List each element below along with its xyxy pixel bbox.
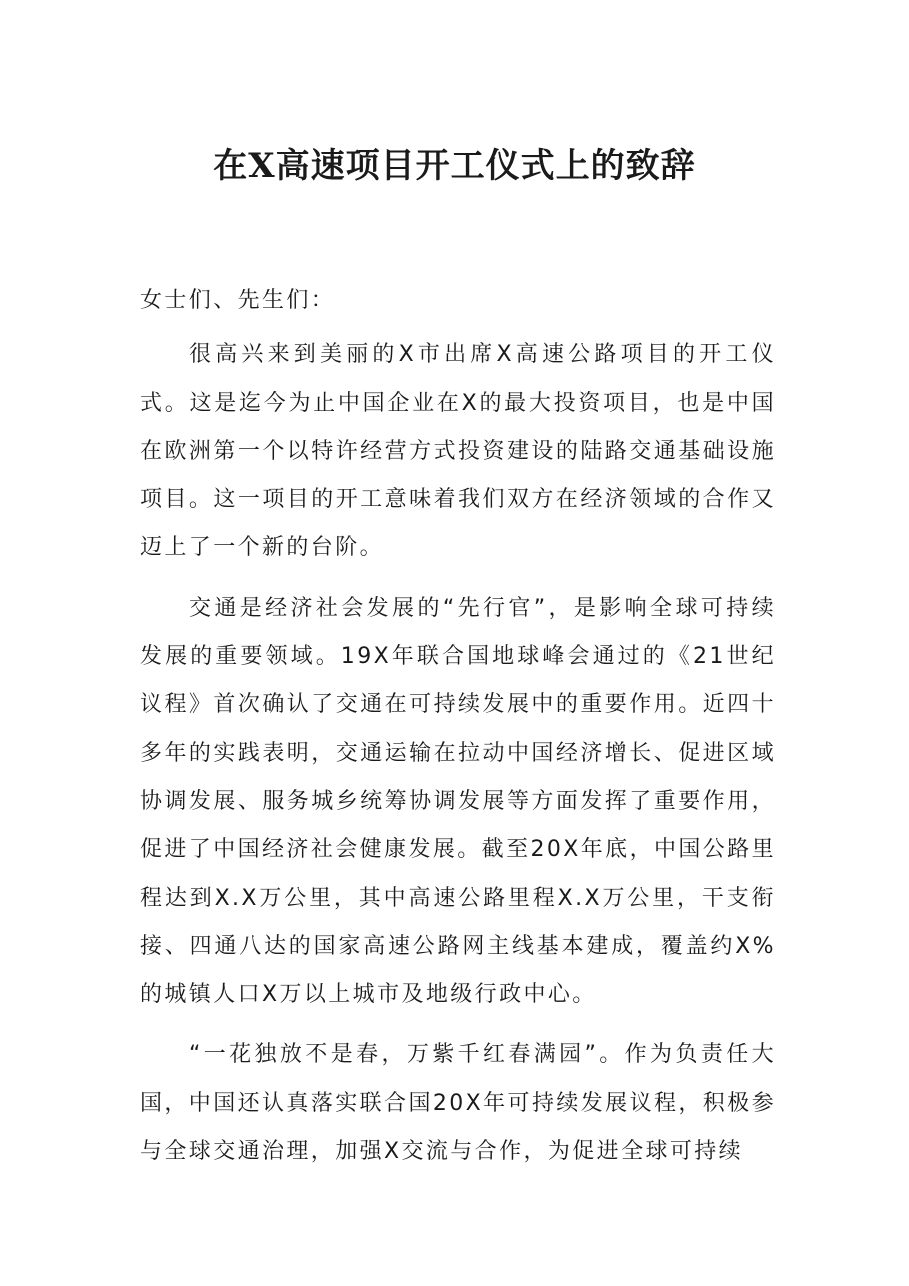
paragraph-1: 很高兴来到美丽的X市出席X高速公路项目的开工仪式。这是迄今为止中国企业在X的最大投资项目，也是中国在欧洲第一个以特许经营方式投资建设的陆路交通基础设施项目。这一项目的开工意味着我们双方在经济领域的合作又迈上了一个新的台阶。 [140,342,776,561]
document-title: 在X高速项目开工仪式上的致辞 [213,146,696,186]
paragraph-2: 交通是经济社会发展的“先行官”，是影响全球可持续发展的重要领域。19X年联合国地球峰会通过的《21世纪议程》首次确认了交通在可持续发展中的重要作用。近四十多年的实践表明，交通运输在拉动中国经济增长、促进区域协调发展、服务城乡统筹协调发展等方面发挥了重要作用，促进了中国经济社会健康发展。截至20X年底，中国公路里程达到X.X万公里，其中高速公路里程X.X万公里，干支衔接、四通八达的国家高速公路网主线基本建成，覆盖约X%的城镇人口X万以上城市及地级行政中心。 [140,595,776,1008]
salutation: 女士们、先生们： [140,288,336,313]
paragraph-3: “一花独放不是春，万紫千红春满园”。作为负责任大国，中国还认真落实联合国20X年可持续发展议程，积极参与全球交通治理，加强X交流与合作，为促进全球可持续 [140,1042,776,1165]
document-body [140,277,776,1176]
